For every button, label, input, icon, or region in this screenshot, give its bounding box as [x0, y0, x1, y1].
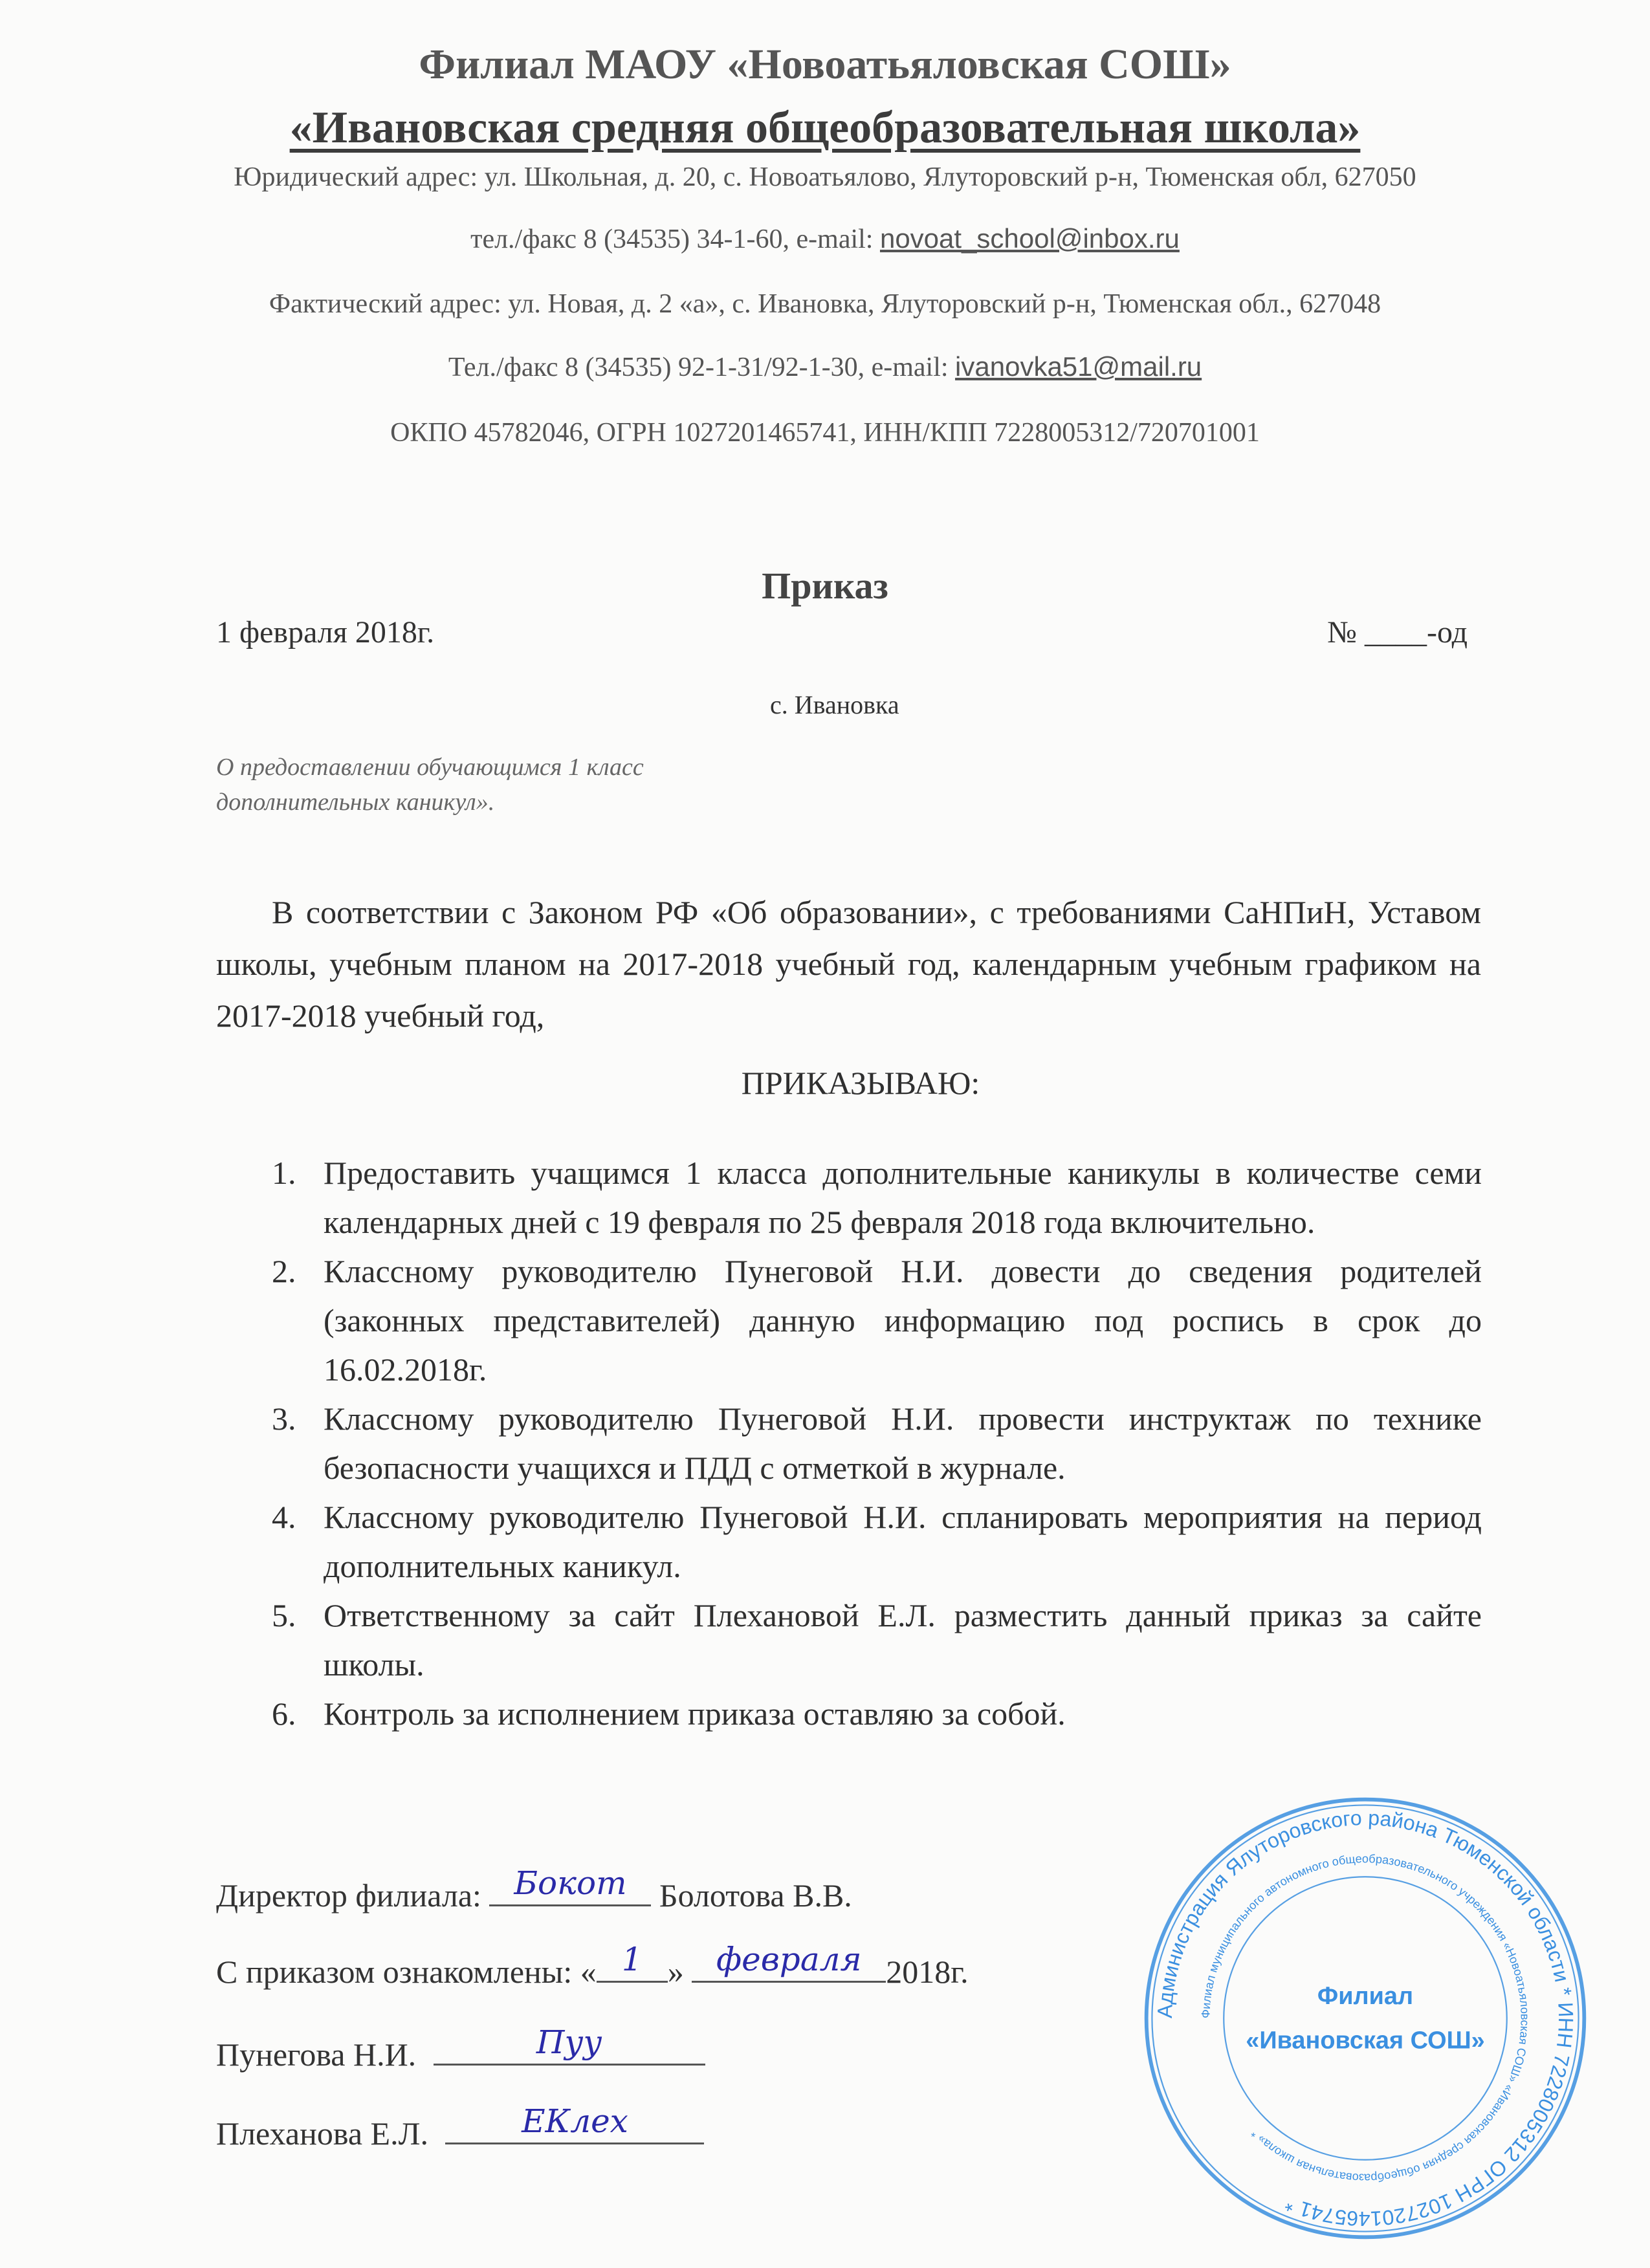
legal-address: Юридический адрес: ул. Школьная, д. 20, с. Новоатьялово, Ялуторовский р-н, Тюменская обл, 627050	[234, 162, 1416, 192]
item-text: Классному руководителю Пунеговой Н.И. довести до сведения родителей (законных представителей) данную информацию под роспись в срок до 16.02.2018г.	[324, 1253, 1482, 1388]
item-number: 2.	[272, 1253, 296, 1289]
order-subject-line-2: дополнительных каникул».	[216, 789, 495, 816]
registration-codes: ОКПО 45782046, ОГРН 1027201465741, ИНН/КПП 7228005312/720701001	[390, 418, 1260, 448]
order-item	[246, 1247, 1482, 1394]
phone-1: тел./факс 8 (34535) 34-1-60, e-mail:	[470, 224, 880, 254]
item-text: Ответственному за сайт Плехановой Е.Л. разместить данный приказ за сайте школы.	[324, 1597, 1482, 1683]
order-preamble: В соответствии с Законом РФ «Об образовании», с требованиями СаНПиН, Уставом школы, учебным планом на 2017-2018 учебный год, календарным учебным графиком на 2017-2018 учебный год,	[216, 894, 1481, 1034]
school-name	[0, 102, 1650, 154]
quote-close: »	[667, 1954, 684, 1990]
order-item	[246, 1591, 1482, 1689]
item-number: 5.	[272, 1597, 296, 1633]
acquainted-year: 2018г.	[886, 1954, 969, 1990]
person2-signature: ЕКлех	[522, 2102, 628, 2140]
month-handwritten: февраля	[716, 1941, 862, 1978]
org-name: Филиал МАОУ «Новоатьяловская СОШ»	[419, 41, 1231, 88]
order-command: ПРИКАЗЫВАЮ:	[741, 1065, 980, 1101]
phone-2: Тел./факс 8 (34535) 92-1-31/92-1-30, e-mail:	[448, 353, 956, 382]
month-field	[692, 1941, 886, 1983]
director-name: Болотова В.В.	[659, 1877, 852, 1914]
stamp-center-line-2: «Ивановская СОШ»	[1246, 2027, 1485, 2055]
item-number: 3.	[272, 1401, 296, 1437]
person1-name: Пунегова Н.И.	[216, 2036, 417, 2073]
acquainted-label: С приказом ознакомлены: «	[216, 1954, 597, 1990]
order-item	[246, 1394, 1482, 1492]
school-name-text: «Ивановская средняя общеобразовательная школа»	[289, 103, 1361, 153]
order-place: с. Ивановка	[770, 690, 899, 719]
acquainted-line	[216, 1941, 969, 1990]
director-label: Директор филиала:	[216, 1877, 481, 1914]
person2-signature-line	[216, 2102, 704, 2152]
actual-address: Фактический адрес: ул. Новая, д. 2 «а», с. Ивановка, Ялуторовский р-н, Тюменская обл., 627048	[269, 289, 1381, 319]
stamp-center-line-1: Филиал	[1317, 1983, 1414, 2011]
item-text: Классному руководителю Пунеговой Н.И. провести инструктаж по технике безопасности учащихся и ПДД с отметкой в журнале.	[324, 1401, 1482, 1486]
director-signature-line	[216, 1864, 852, 1914]
director-signature: Бокот	[514, 1864, 627, 1902]
phone-line-1	[0, 223, 1650, 255]
order-title: Приказ	[762, 565, 888, 607]
director-signature-field	[489, 1864, 651, 1906]
day-field	[597, 1941, 668, 1983]
order-item	[246, 1689, 1482, 1738]
order-number: № ____-од	[1327, 615, 1468, 649]
email-link-2[interactable]: ivanovka51@mail.ru	[955, 351, 1202, 382]
person1-signature-field	[434, 2023, 705, 2066]
order-date: 1 февраля 2018г.	[216, 615, 435, 649]
person1-signature: Пуу	[536, 2023, 602, 2061]
person2-name: Плеханова Е.Л.	[216, 2115, 428, 2152]
order-item	[246, 1492, 1482, 1591]
item-number: 1.	[272, 1155, 296, 1191]
item-text: Классному руководителю Пунеговой Н.И. спланировать мероприятия на период дополнительных каникул.	[324, 1499, 1482, 1584]
order-item	[246, 1148, 1482, 1247]
person2-signature-field	[445, 2102, 704, 2144]
phone-line-2	[0, 351, 1650, 383]
stamp-inner-ring-text: Филиал муниципального автономного общеобразовательного учреждения «Новоатьяловская СОШ» «Ивановская средняя общеобразовательная школа» *	[1199, 1852, 1532, 2185]
person1-signature-line	[216, 2023, 705, 2073]
email-link-1[interactable]: novoat_school@inbox.ru	[879, 223, 1180, 254]
item-number: 4.	[272, 1499, 296, 1535]
order-subject-line-1: О предоставлении обучающимся 1 класс	[216, 754, 644, 781]
item-text: Контроль за исполнением приказа оставляю за собой.	[324, 1696, 1066, 1732]
order-items	[246, 1148, 1482, 1738]
day-handwritten: 1	[621, 1941, 643, 1978]
official-stamp	[1139, 1792, 1592, 2245]
item-number: 6.	[272, 1696, 296, 1732]
stamp-outer-ring-text: Администрация Ялуторовского района Тюменской области * ИНН 7228005312 ОГРН 1027201465741 *	[1152, 1805, 1578, 2230]
item-text: Предоставить учащимся 1 класса дополнительные каникулы в количестве семи календарных дней с 19 февраля по 25 февраля 2018 года включительно.	[324, 1155, 1482, 1240]
